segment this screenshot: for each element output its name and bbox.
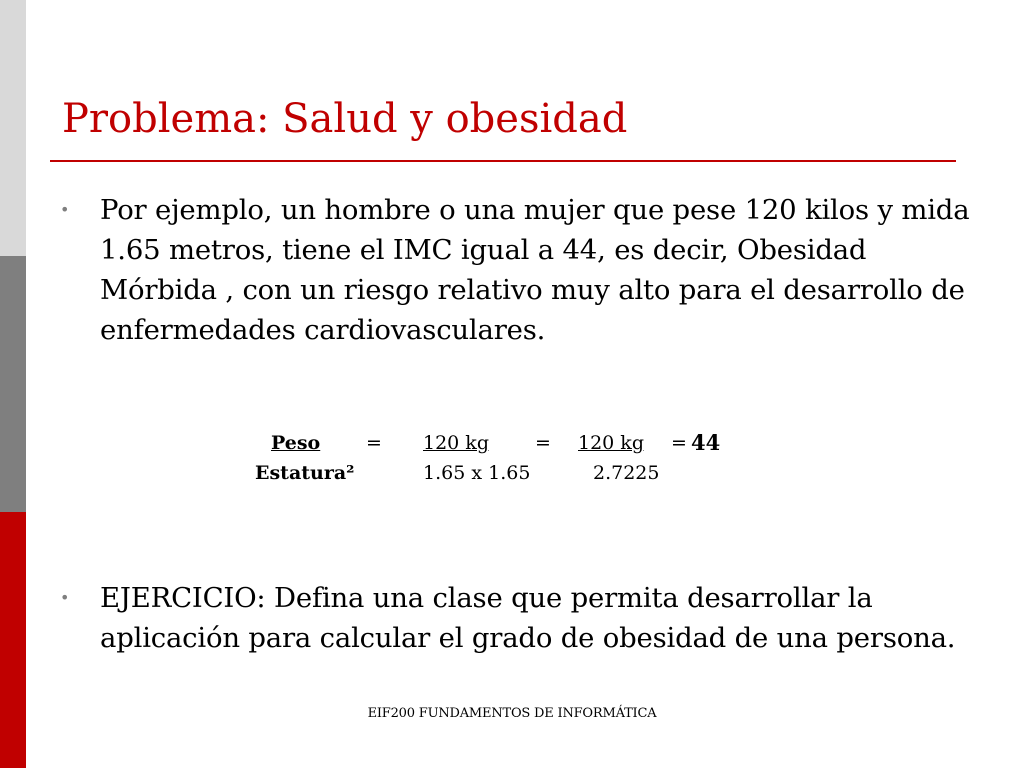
formula-equals-3: = xyxy=(671,432,687,454)
sidebar-strip-top xyxy=(0,0,26,256)
formula-peso-label: Peso xyxy=(271,432,321,454)
slide-footer: EIF200 FUNDAMENTOS DE INFORMÁTICA xyxy=(367,706,657,721)
bullet-marker-2: • xyxy=(60,588,70,607)
formula-step1-numerator: 120 kg xyxy=(423,432,489,454)
title-underline-rule xyxy=(50,160,956,162)
formula-equals-1: = xyxy=(366,432,382,454)
formula-result: 44 xyxy=(691,430,721,455)
formula-step2-denominator: 2.7225 xyxy=(593,462,660,484)
formula-estatura-label: Estatura² xyxy=(255,462,355,484)
slide-title: Problema: Salud y obesidad xyxy=(62,96,628,142)
sidebar-strip-bottom xyxy=(0,512,26,768)
formula-step1-denominator: 1.65 x 1.65 xyxy=(423,462,531,484)
formula-step2-numerator: 120 kg xyxy=(578,432,644,454)
bullet-marker-1: • xyxy=(60,200,70,219)
sidebar-strip-middle xyxy=(0,256,26,512)
formula-equals-2: = xyxy=(535,432,551,454)
bullet-text-example: Por ejemplo, un hombre o una mujer que pese 120 kilos y mida 1.65 metros, tiene el IMC igual a 44, es decir, Obesidad Mórbida , con un riesgo relativo muy alto para el desarrollo de enfermedades cardiovasculares. xyxy=(100,194,970,346)
bullet-text-exercise: EJERCICIO: Defina una clase que permita desarrollar la aplicación para calcular el grado de obesidad de una persona. xyxy=(100,582,956,654)
